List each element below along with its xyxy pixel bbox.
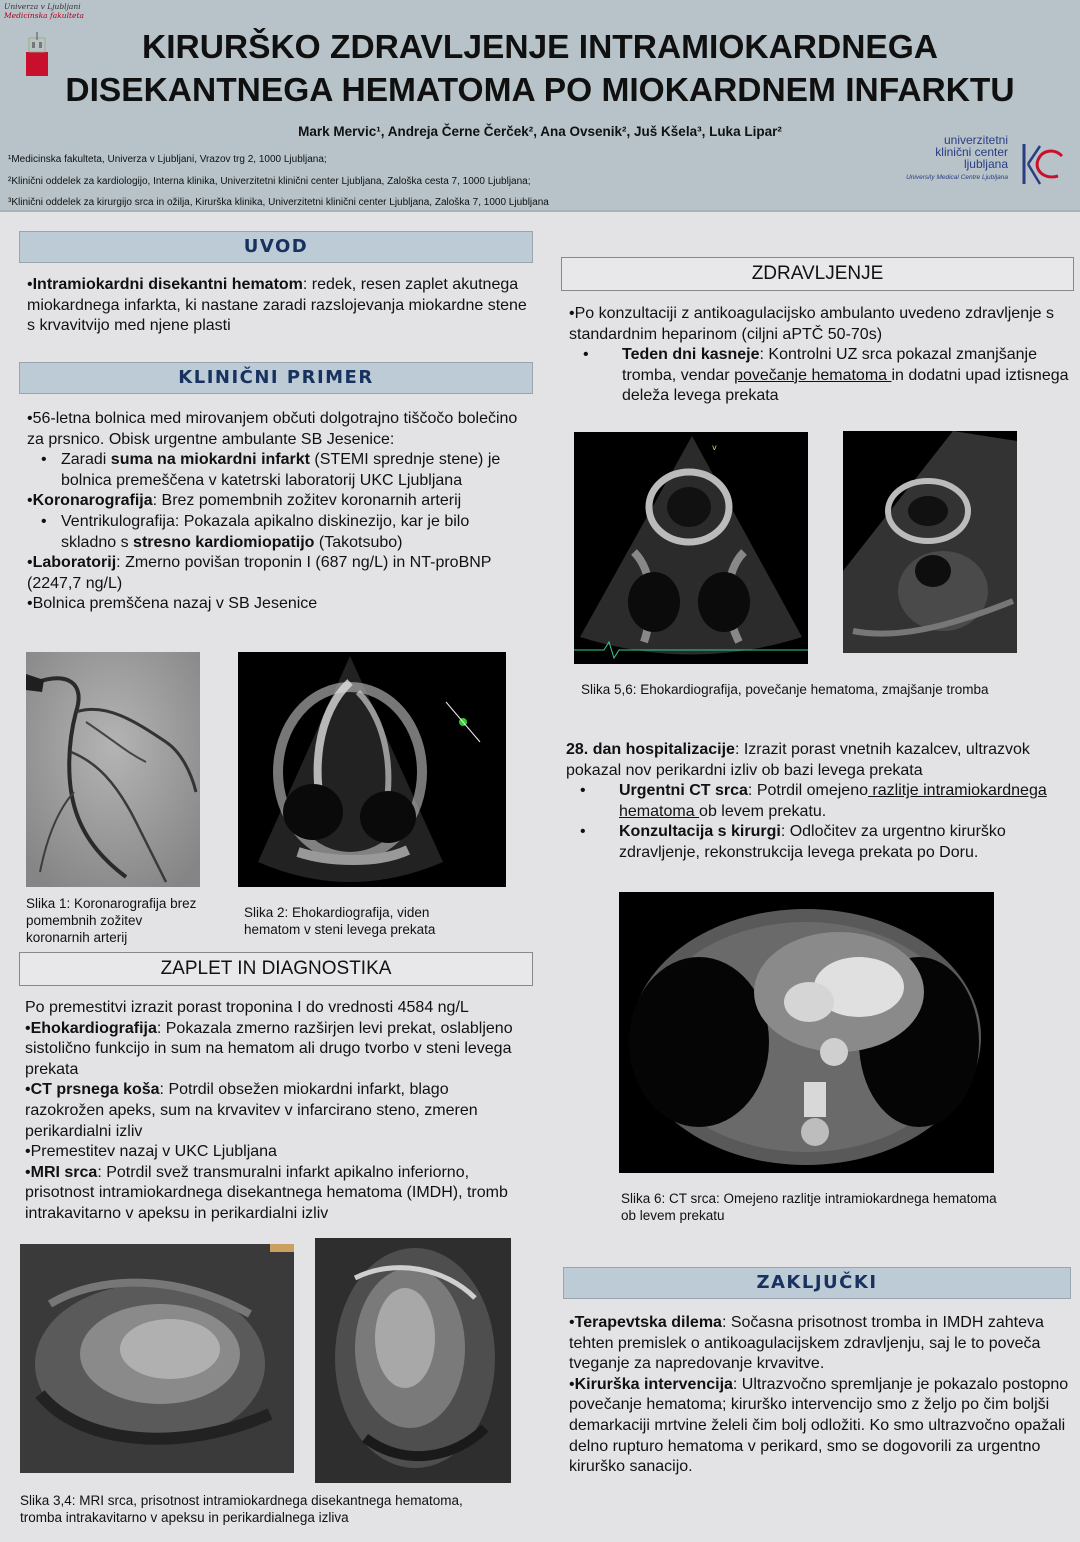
day28-text: : Izrazit porast vnetnih kazalcev, ultrazvok pokazal nov perikardni izliv ob bazi levega prekata bbox=[566, 741, 1030, 779]
caption-slika-5-6: Slika 5,6: Ehokardiografija, povečanje hematoma, zmajšanje tromba bbox=[581, 682, 989, 697]
klinicni-p2: : Brez pomembnih zožitev koronarnih arterij bbox=[152, 492, 462, 510]
heart-logo-icon bbox=[1014, 134, 1066, 194]
klinicni-p2-bold: Koronarografija bbox=[32, 492, 153, 510]
uvod-text: •Intramiokardni disekantni hematom: redek, resen zaplet akutnega miokardnega infarkta, ki nastane zaradi razslojevanja miokardne stene s krvavitvijo med njene plasti bbox=[27, 276, 527, 335]
poster-header bbox=[0, 0, 1080, 212]
section-uvod: UVOD bbox=[19, 231, 533, 263]
caption-slika-6: Slika 6: CT srca: Omejeno razlitje intramiokardnega hematoma ob levem prekatu bbox=[621, 1191, 997, 1223]
zakljucki-p2-bold: Kirurška intervencija bbox=[574, 1375, 733, 1393]
zaplet-p2: : Potrdil obsežen miokardni infarkt, blago razokrožen apeks, sum na krvavitev v infarcirano steno, zmeren perikardialni izliv bbox=[25, 1081, 478, 1140]
klinicni-s2a: Ventrikulografija: Pokazala apikalno diskinezijo, kar je bilo skladno s bbox=[61, 512, 470, 551]
kirurgi-bold: Konzultacija s kirurgi bbox=[619, 823, 781, 841]
poster-title bbox=[60, 26, 1020, 112]
caption-slika-3-4: Slika 3,4: MRI srca, prisotnost intramiokardnega disekantnega hematoma, tromba intrakavitarno v apeksu in perikardialnega izliva bbox=[20, 1493, 463, 1525]
zakljucki-p1-bold: Terapevtska dilema bbox=[574, 1314, 722, 1331]
klinicni-p3: : Zmerno povišan troponin I (687 ng/L) in NT-proBNP (2247,7 ng/L) bbox=[27, 554, 492, 592]
klinicni-p3-bold: Laboratorij bbox=[32, 554, 117, 572]
ct-heart-image bbox=[619, 892, 994, 1173]
uvod-bold: Intramiokardni disekantni hematom bbox=[32, 276, 303, 293]
klinicni-p1: 56-letna bolnica med mirovanjem občuti dolgotrajno tiščočo bolečino za prsnico. Obisk urgentne ambulante SB Jesenice: bbox=[27, 410, 518, 448]
title-line-1: KIRURŠKO ZDRAVLJENJE INTRAMIOKARDNEGA bbox=[142, 29, 938, 66]
crest-icon bbox=[24, 30, 50, 78]
zaplet-p4: : Potrdil svež transmuralni infarkt apikalno inferiorno, prisotnost intramiokardnega disekantnega hematoma (IMDH), tromb intrakavitarno v apeksu in perikardialni izliv bbox=[25, 1163, 508, 1222]
klinicni-p4: Bolnica premščena nazaj v SB Jesenice bbox=[32, 595, 318, 613]
ukc-logo-line-3: University Medical Centre Ljubljana bbox=[906, 174, 1008, 181]
ukc-logo bbox=[900, 134, 1070, 198]
affiliation-2: ²Klinični oddelek za kardiologijo, Interna klinika, Univerzitetni klinični center Ljubljana, Zaloška cesta 7, 1000 Ljubljana; bbox=[8, 176, 531, 187]
logo-line-1: Univerza v Ljubljani bbox=[4, 2, 81, 11]
zdravljenje-s1-underline: povečanje hematoma bbox=[734, 366, 892, 384]
ct-text-c: ob levem prekatu. bbox=[699, 802, 827, 820]
zaplet-p4-bold: MRI srca bbox=[30, 1163, 98, 1181]
echocardiography-image-1 bbox=[238, 652, 506, 887]
zdravljenje-text bbox=[569, 304, 1069, 407]
echocardiography-image-6 bbox=[843, 431, 1017, 653]
zaplet-p2-bold: CT prsnega koša bbox=[30, 1081, 160, 1099]
zaplet-text: Po premestitvi izrazit porast troponina I do vrednosti 4584 ng/L •Ehokardiografija: Pokazala zmerno razširjen levi prekat, oslabljeno sistolično funkcijo in sum na hematom ali drugo tvorbo v steni levega prekata •CT prsnega koša: Potrdil obsežen miokardni infarkt, blago razokrožen apeks, sum na krvavitev v infarcirano steno, zmeren perikardialni izliv • Premestitev nazaj v UKC Ljubljana •MRI srca: Potrdil svež transmuralni infarkt apikalno inferiorno, prisotnost intramiokardnega disekantnega hematoma (IMDH), tromb intrakavitarno v apeksu in perikardialni izliv bbox=[25, 998, 525, 1225]
klinicni-text: • 56-letna bolnica med mirovanjem občuti dolgotrajno tiščočo bolečino za prsnico. Obisk urgentne ambulante SB Jesenice: • Zaradi suma na miokardni infarkt (STEMI sprednje stene) je bolnica premeščena v katetrski laboratorij UKC Ljubljana •Koronarografija: Brez pomembnih zožitev koronarnih arterij • Ventrikulografija: Pokazala apikalno diskinezijo, kar je bilo skladno s stresno kardiomiopatijo (Takotsubo) •Laboratorij: Zmerno povišan troponin I (687 ng/L) in NT-proBNP (2247,7 ng/L) • Bolnica premščena nazaj v SB Jesenice bbox=[27, 409, 527, 615]
zaplet-p0: Po premestitvi izrazit porast troponina I do vrednosti 4584 ng/L bbox=[25, 999, 469, 1016]
echocardiography-image-5 bbox=[574, 432, 808, 664]
klinicni-s2c: (Takotsubo) bbox=[314, 533, 403, 551]
ct-text-a: : Potrdil omejeno bbox=[747, 782, 868, 800]
section-zdravljenje: ZDRAVLJENJE bbox=[561, 257, 1074, 291]
ct-underline: razlitje intramiokardnega hematoma bbox=[619, 782, 1047, 820]
authors: Mark Mervic¹, Andreja Černe Čerček², Ana Ovsenik², Juš Kšela³, Luka Lipar² bbox=[298, 124, 782, 139]
zdravljenje-s1a: : Kontrolni UZ srca pokazal zmanjšanje tromba, vendar bbox=[622, 346, 1037, 384]
zdravljenje-s1-bold: Teden dni kasneje bbox=[622, 346, 760, 364]
ukc-logo-line-1: univerzitetni bbox=[943, 133, 1008, 147]
ukc-logo-line-2: klinični center ljubljana bbox=[935, 145, 1008, 171]
day28-bold: 28. dan hospitalizacije bbox=[566, 741, 735, 758]
klinicni-s2b: stresno kardiomiopatijo bbox=[133, 533, 315, 551]
section-zaplet: ZAPLET IN DIAGNOSTIKA bbox=[19, 952, 533, 986]
kirurgi-text: : Odločitev za urgentno kirurško zdravljenje, rekonstrukcija levega prekata po Doru. bbox=[619, 823, 1006, 861]
caption-slika-1: Slika 1: Koronarografija brez pomembnih zožitev koronarnih arterij bbox=[26, 896, 197, 945]
mri-image-1 bbox=[20, 1244, 294, 1473]
zdravljenje-p1: Po konzultaciji z antikoagulacijsko ambulanto uvedeno zdravljenje s standardnim heparinom (ciljni aPTČ 50-70s) bbox=[569, 305, 1054, 343]
ct-bold: Urgentni CT srca bbox=[619, 782, 748, 800]
coronarography-image bbox=[26, 652, 200, 887]
logo-line-2: Medicinska fakulteta bbox=[4, 11, 84, 20]
zaplet-p3: Premestitev nazaj v UKC Ljubljana bbox=[30, 1143, 277, 1161]
affiliation-1: ¹Medicinska fakulteta, Univerza v Ljubljani, Vrazov trg 2, 1000 Ljubljana; bbox=[8, 154, 327, 165]
zakljucki-p1: : Sočasna prisotnost tromba in IMDH zahteva tehten premislek o antikoagulacijskem zdravljenju, saj le to poveča tveganje za napredovanje krvavitve. bbox=[569, 1314, 1044, 1373]
svg-text:v: v bbox=[712, 443, 717, 452]
uvod-body: : redek, resen zaplet akutnega miokardnega infarkta, ki nastane zaradi razslojevanja miokardne stene s krvavitvijo med njene plasti bbox=[27, 276, 527, 335]
zdravljenje-s1c: in dodatni upad iztisnega deleža levega prekata bbox=[622, 366, 1069, 405]
zakljucki-text: •Terapevtska dilema: Sočasna prisotnost tromba in IMDH zahteva tehten premislek o antikoagulacijskem zdravljenju, saj le to poveča tveganje za napredovanje krvavitve. •Kirurška intervencija: Ultrazvočno spremljanje je pokazalo postopno povečanje hematoma; kirurško intervencijo smo z željo po čim boljši demarkaciji mrtvine želeli čim bolj odložiti. Ko smo ultrazvočno opažali delno rupturo hematoma v perikard, smo se dogovorili za urgentno kirurško sanacijo. bbox=[569, 1314, 1069, 1476]
zakljucki-p2: : Ultrazvočno spremljanje je pokazalo postopno povečanje hematoma; kirurško intervencijo smo z željo po čim boljši demarkaciji mrtvine želeli čim bolj odložiti. Ko smo ultrazvočno opažali delno rupturo hematoma v perikard, smo se dogovorili za urgentno kirurško sanacijo. bbox=[569, 1375, 1069, 1476]
section-zakljucki: ZAKLJUČKI bbox=[563, 1267, 1071, 1299]
title-line-2: DISEKANTNEGA HEMATOMA PO MIOKARDNEM INFARKTU bbox=[65, 72, 1015, 109]
zaplet-p1: : Pokazala zmerno razširjen levi prekat, oslabljeno sistolično funkcijo in sum na hematom ali drugo tvorbo v steni levega prekata bbox=[25, 1019, 513, 1078]
hospitalizacija-text bbox=[566, 740, 1071, 864]
university-logo bbox=[4, 2, 84, 20]
caption-slika-2: Slika 2: Ehokardiografija, viden hematom v steni levega prekata bbox=[244, 905, 436, 937]
klinicni-s1a: Zaradi bbox=[61, 451, 111, 469]
zaplet-p1-bold: Ehokardiografija bbox=[30, 1019, 157, 1037]
mri-image-2 bbox=[315, 1238, 511, 1483]
klinicni-s1b: suma na miokardni infarkt bbox=[110, 451, 310, 469]
section-klinicni-primer: KLINIČNI PRIMER bbox=[19, 362, 533, 394]
affiliation-3: ³Klinični oddelek za kirurgijo srca in ožilja, Kirurška klinika, Univerzitetni klinični center Ljubljana, Zaloška 7, 1000 Ljubljana bbox=[8, 197, 549, 208]
klinicni-s1c: (STEMI sprednje stene) je bolnica premeščena v katetrski laboratorij UKC Ljubljana bbox=[61, 451, 501, 489]
